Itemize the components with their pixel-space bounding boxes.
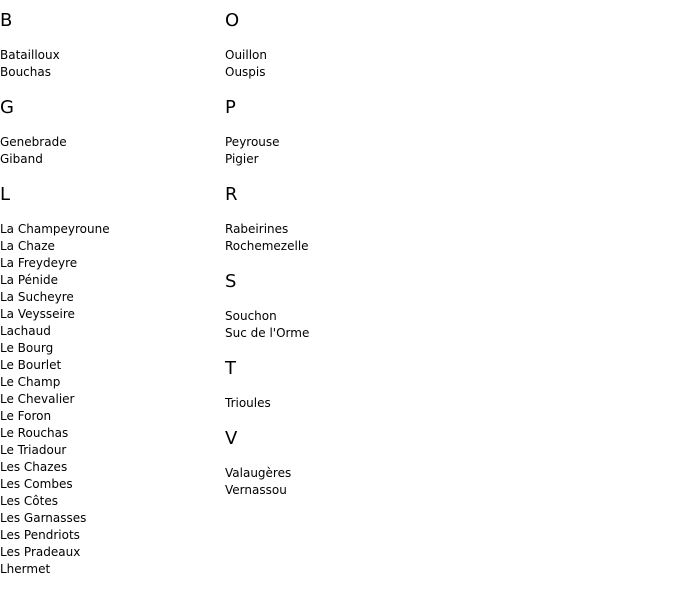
place-list-item <box>225 308 665 325</box>
place-link-vernassou[interactable]: Vernassou <box>225 483 287 497</box>
place-link-les-chazes[interactable]: Les Chazes <box>0 460 68 474</box>
place-link-rochemezelle[interactable]: Rochemezelle <box>225 239 309 253</box>
place-list-item <box>225 134 665 151</box>
place-link-la-penide[interactable]: La Pénide <box>0 273 58 287</box>
place-list-item <box>0 510 225 527</box>
letter-section-b <box>0 12 225 81</box>
place-link-les-combes[interactable]: Les Combes <box>0 477 73 491</box>
letter-section-g <box>0 99 225 168</box>
place-link-valaugeres[interactable]: Valaugères <box>225 466 292 480</box>
place-list-item <box>0 238 225 255</box>
place-list-item <box>0 391 225 408</box>
place-list-item <box>0 544 225 561</box>
place-list <box>225 308 665 342</box>
place-list-item <box>0 561 225 578</box>
letter-section-r <box>225 186 665 255</box>
section-letter-heading: L <box>0 184 11 205</box>
place-list-item <box>225 64 665 81</box>
place-list <box>225 221 665 255</box>
place-link-peyrouse[interactable]: Peyrouse <box>225 135 280 149</box>
place-list-item <box>225 47 665 64</box>
place-list <box>0 47 225 81</box>
letter-section-v <box>225 430 665 499</box>
place-link-batailloux[interactable]: Batailloux <box>0 48 60 62</box>
section-letter-heading: V <box>225 428 238 449</box>
place-link-rabeirines[interactable]: Rabeirines <box>225 222 289 236</box>
place-link-lhermet[interactable]: Lhermet <box>0 562 51 576</box>
place-link-la-chaze[interactable]: La Chaze <box>0 239 55 253</box>
place-list <box>225 395 665 412</box>
place-list-item <box>0 47 225 64</box>
place-link-bouchas[interactable]: Bouchas <box>0 65 51 79</box>
place-link-suc-de-l-orme[interactable]: Suc de l'Orme <box>225 326 310 340</box>
place-list-item <box>0 323 225 340</box>
place-link-les-pradeaux[interactable]: Les Pradeaux <box>0 545 81 559</box>
place-list-item <box>0 459 225 476</box>
place-list-item <box>225 238 665 255</box>
place-list-item <box>225 395 665 412</box>
place-list-item <box>0 374 225 391</box>
place-list-item <box>0 64 225 81</box>
place-list-item <box>0 357 225 374</box>
place-list-item <box>0 306 225 323</box>
place-list <box>225 465 665 499</box>
section-letter-heading: G <box>0 97 14 118</box>
section-letter-heading: O <box>225 10 240 31</box>
letter-section-p <box>225 99 665 168</box>
place-link-ouillon[interactable]: Ouillon <box>225 48 267 62</box>
section-letter-heading: S <box>225 271 237 292</box>
place-link-les-pendriots[interactable]: Les Pendriots <box>0 528 80 542</box>
place-list-item <box>0 476 225 493</box>
letter-section-o <box>225 12 665 81</box>
letter-section-t <box>225 360 665 412</box>
section-letter-heading: P <box>225 97 236 118</box>
place-link-le-chevalier[interactable]: Le Chevalier <box>0 392 75 406</box>
place-link-trioules[interactable]: Trioules <box>225 396 271 410</box>
place-list-item <box>225 151 665 168</box>
place-list-item <box>225 325 665 342</box>
place-link-pigier[interactable]: Pigier <box>225 152 259 166</box>
place-link-souchon[interactable]: Souchon <box>225 309 277 323</box>
place-list <box>225 47 665 81</box>
place-link-la-freydeyre[interactable]: La Freydeyre <box>0 256 78 270</box>
place-list-item <box>225 482 665 499</box>
place-list-item <box>0 425 225 442</box>
place-list-item <box>0 272 225 289</box>
letter-section-l <box>0 186 225 578</box>
place-link-les-cotes[interactable]: Les Côtes <box>0 494 58 508</box>
place-list-item <box>225 465 665 482</box>
place-list-item <box>0 151 225 168</box>
place-link-lachaud[interactable]: Lachaud <box>0 324 51 338</box>
place-list-item <box>0 408 225 425</box>
place-list-item <box>0 527 225 544</box>
section-letter-heading: B <box>0 10 13 31</box>
place-link-le-foron[interactable]: Le Foron <box>0 409 52 423</box>
index-column-left <box>0 0 225 578</box>
place-link-les-garnasses[interactable]: Les Garnasses <box>0 511 87 525</box>
place-list-item <box>0 340 225 357</box>
place-list-item <box>0 255 225 272</box>
section-letter-heading: T <box>225 358 236 379</box>
place-list <box>225 134 665 168</box>
place-list <box>0 134 225 168</box>
place-list-item <box>0 134 225 151</box>
section-letter-heading: R <box>225 184 238 205</box>
place-link-le-triadour[interactable]: Le Triadour <box>0 443 67 457</box>
place-link-genebrade[interactable]: Genebrade <box>0 135 67 149</box>
place-link-le-bourg[interactable]: Le Bourg <box>0 341 54 355</box>
place-link-ouspis[interactable]: Ouspis <box>225 65 266 79</box>
index-column-right <box>225 0 665 499</box>
place-list-item <box>0 289 225 306</box>
place-list-item <box>0 493 225 510</box>
place-link-la-veysseire[interactable]: La Veysseire <box>0 307 75 321</box>
place-list <box>0 221 225 578</box>
place-list-item <box>0 221 225 238</box>
place-list-item <box>225 221 665 238</box>
place-link-la-champeyroune[interactable]: La Champeyroune <box>0 222 110 236</box>
place-link-la-sucheyre[interactable]: La Sucheyre <box>0 290 74 304</box>
place-link-le-champ[interactable]: Le Champ <box>0 375 61 389</box>
place-link-le-bourlet[interactable]: Le Bourlet <box>0 358 62 372</box>
letter-section-s <box>225 273 665 342</box>
place-link-le-rouchas[interactable]: Le Rouchas <box>0 426 69 440</box>
place-list-item <box>0 442 225 459</box>
place-link-giband[interactable]: Giband <box>0 152 43 166</box>
